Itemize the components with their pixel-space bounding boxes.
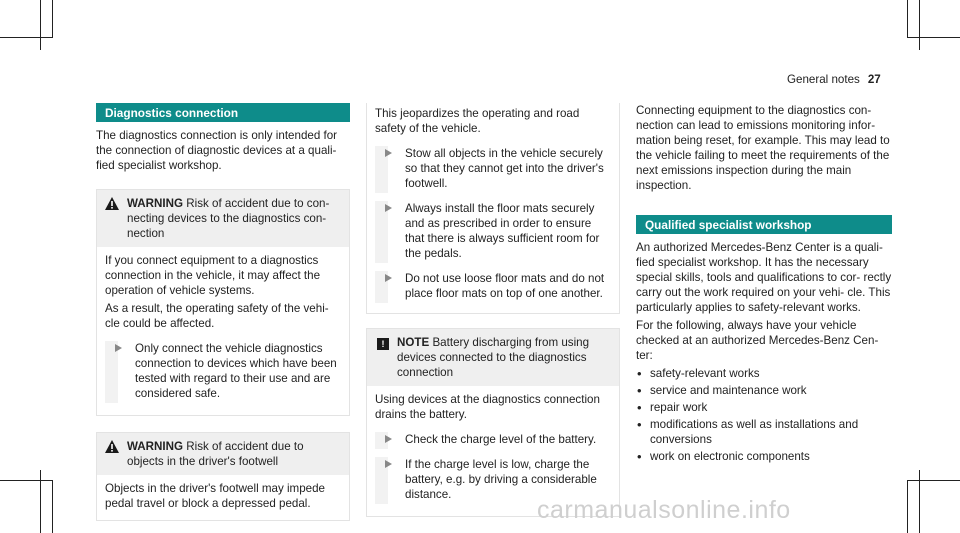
instruction-step bbox=[375, 146, 611, 191]
note-label: NOTE bbox=[397, 336, 430, 349]
warning-paragraph: If you connect equipment to a diagnostics connection in the vehicle, it may affect the operation of vehicle systems. bbox=[105, 254, 321, 297]
step-text: Stow all objects in the vehicle securely so that they cannot get into the driver's footwell. bbox=[405, 147, 604, 190]
warning-triangle-icon bbox=[105, 440, 119, 457]
instruction-step bbox=[375, 432, 611, 447]
arrow-right-icon bbox=[385, 204, 392, 212]
arrow-right-icon bbox=[385, 149, 392, 157]
crop-mark bbox=[52, 480, 53, 533]
list-item: • service and maintenance work bbox=[650, 383, 892, 398]
column-1 bbox=[96, 103, 350, 521]
crop-mark bbox=[52, 0, 53, 38]
step-text: Only connect the vehicle diagnostics connection to devices which have been tested with regard to their use and are considered safe. bbox=[135, 342, 337, 400]
section-heading-workshop: Qualified specialist workshop bbox=[636, 215, 892, 234]
crop-mark bbox=[907, 480, 908, 533]
warning-box-devices bbox=[96, 189, 350, 416]
instruction-step bbox=[105, 341, 341, 401]
arrow-right-icon bbox=[115, 344, 122, 352]
warning-title: Risk of accident due to objects in the driver's footwell bbox=[127, 440, 304, 468]
instruction-step bbox=[375, 201, 611, 261]
warning-header bbox=[97, 433, 349, 475]
crop-mark bbox=[907, 37, 960, 38]
body-paragraph: For the following, always have your vehicle checked at an authorized Mercedes-Benz Cen- ter: bbox=[636, 319, 879, 362]
list-item: • modifications as well as installations and conversions bbox=[650, 417, 892, 447]
note-title: Battery discharging from using devices connected to the diagnostics connection bbox=[397, 336, 590, 379]
crop-mark bbox=[40, 470, 41, 533]
section-title: General notes bbox=[787, 73, 860, 86]
column-2 bbox=[366, 103, 620, 517]
warning-header bbox=[97, 190, 349, 247]
crop-mark bbox=[907, 480, 960, 481]
warning-body bbox=[97, 247, 349, 415]
intro-text: The diagnostics connection is only intended for the connection of diagnostic devices at a quali- fied specialist workshop. bbox=[96, 129, 338, 172]
list-item: • work on electronic components bbox=[650, 449, 892, 464]
watermark: carmanualsonline.info bbox=[537, 496, 791, 524]
warning-paragraph: As a result, the operating safety of the vehi- cle could be affected. bbox=[105, 302, 329, 330]
instruction-step bbox=[375, 271, 611, 301]
warning-paragraph: Objects in the driver's footwell may impede pedal travel or block a depressed pedal. bbox=[105, 482, 326, 510]
warning-body bbox=[97, 475, 349, 520]
arrow-right-icon bbox=[385, 460, 392, 468]
bullet-list bbox=[636, 366, 892, 464]
warning-triangle-icon bbox=[105, 197, 119, 214]
warning-label: WARNING bbox=[127, 197, 184, 210]
crop-mark bbox=[40, 0, 41, 50]
list-item: • repair work bbox=[650, 400, 892, 415]
section-heading-diagnostics: Diagnostics connection bbox=[96, 103, 350, 122]
running-header bbox=[787, 72, 881, 87]
warning-title: Risk of accident due to con- necting devices to the diagnostics con- nection bbox=[127, 197, 330, 240]
note-box-battery bbox=[366, 328, 620, 517]
body-paragraph: An authorized Mercedes-Benz Center is a quali- fied specialist workshop. It has the necessary special skills, tools and qualifications to cor- rectly carry out the work required on your vehi- cle. This particularly applies to safety-relevant works. bbox=[636, 241, 892, 314]
list-item: • safety-relevant works bbox=[650, 366, 892, 381]
step-text: Do not use loose floor mats and do not place floor mats on top of one another. bbox=[405, 272, 605, 300]
crop-mark bbox=[919, 0, 920, 50]
intro-text: Connecting equipment to the diagnostics con- nection can lead to emissions monitoring infor- mation being reset, for example. This may lead to the vehicle failing to meet the requirements of the next emissions inspection during the main inspection. bbox=[636, 104, 890, 192]
note-paragraph: Using devices at the diagnostics connection drains the battery. bbox=[375, 393, 600, 421]
page-number: 27 bbox=[867, 73, 881, 86]
warning-box-footwell bbox=[96, 432, 350, 521]
warning-box-continued bbox=[366, 103, 620, 314]
note-header bbox=[367, 329, 619, 386]
crop-mark bbox=[907, 0, 908, 38]
step-text: Always install the floor mats securely and as prescribed in order to ensure that there is always sufficient room for the pedals. bbox=[405, 202, 600, 260]
arrow-right-icon bbox=[385, 274, 392, 282]
crop-mark bbox=[0, 480, 52, 481]
crop-mark bbox=[0, 37, 52, 38]
crop-mark bbox=[919, 470, 920, 533]
column-3 bbox=[636, 103, 892, 466]
continued-text: This jeopardizes the operating and road safety of the vehicle. bbox=[375, 107, 580, 135]
arrow-right-icon bbox=[385, 435, 392, 443]
step-text: Check the charge level of the battery. bbox=[405, 433, 597, 446]
exclamation-icon: ! bbox=[377, 338, 389, 350]
step-text: If the charge level is low, charge the battery, e.g. by driving a considerable distance. bbox=[405, 458, 597, 501]
warning-label: WARNING bbox=[127, 440, 184, 453]
